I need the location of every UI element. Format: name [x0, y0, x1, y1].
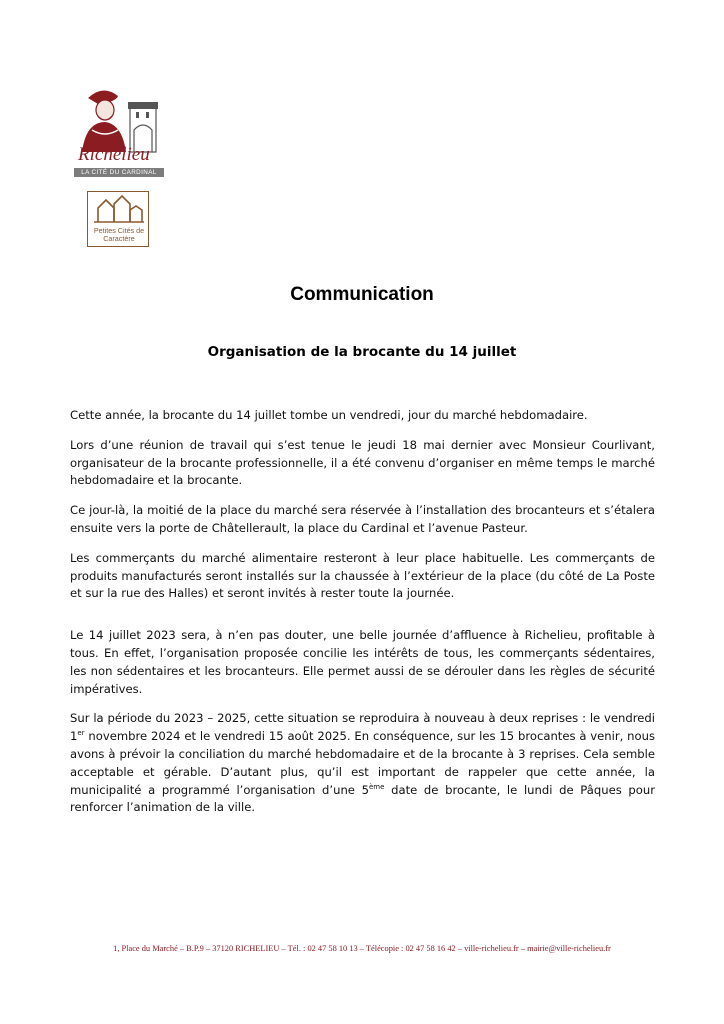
- superscript: er: [77, 729, 85, 738]
- petites-cites-frame: [87, 191, 149, 247]
- paragraph-text: novembre 2024 et le vendredi 15 août 2025. En conséquence, sur les 15 brocantes à venir, nous avons à prévoir la conciliation du marché hebdomadaire et de la brocante à 3 reprises. Cela semble acceptable et gérable. D’autant plus, qu’il est important de rappeler que cette année, la municipalité a programmé l’organisation d’une 5: [70, 729, 655, 797]
- petites-cites-label: Petites Cités de Caractère: [93, 226, 145, 243]
- paragraph: [70, 710, 655, 817]
- brand-name: Richelieu: [78, 144, 150, 165]
- petites-cites-logo: [87, 191, 151, 249]
- paragraph: Les commerçants du marché alimentaire resteront à leur place habituelle. Les commerçants de produits manufacturés seront installés sur la chaussée à l’extérieur de la place (du côté de La Poste et sur la rue des Halles) et seront invités à rester toute la journée.: [70, 550, 655, 601]
- paragraph: Le 14 juillet 2023 sera, à n’en pas douter, une belle journée d’affluence à Richelieu, profitable à tous. En effet, l’organisation proposée concilie les intérêts de tous, les commerçants sédentaires, les non sédentaires et les brocanteurs. Elle permet aussi de se dérouler dans les règles de sécurité impératives.: [70, 628, 655, 696]
- page-title: Communication: [290, 284, 434, 305]
- paragraph: Ce jour-là, la moitié de la place du marché sera réservée à l’installation des brocanteurs et s’étalera ensuite vers la porte de Châtellerault, la place du Cardinal et l’avenue Pasteur.: [70, 503, 655, 535]
- paragraph-text: Sur la période du 2023 – 2025, cette situation se reproduira à nouveau à deux reprises : le vendredi 1: [70, 711, 655, 744]
- document-body: [70, 407, 655, 829]
- page-subtitle: Organisation de la brocante du 14 juillet: [207, 344, 517, 360]
- village-icon: [88, 192, 148, 226]
- paragraph-text: date de brocante, le lundi de Pâques pour renforcer l’animation de la ville.: [70, 782, 655, 815]
- footer-address: 1, Place du Marché – B.P.9 – 37120 RICHELIEU – Tél. : 02 47 58 10 13 – Télécopie : 02 47 58 16 42 – ville-richelieu.fr – mairie@ville-richelieu.fr: [113, 944, 611, 953]
- richelieu-logo: [68, 82, 168, 182]
- superscript: ème: [369, 782, 385, 791]
- brand-tagline: LA CITÉ DU CARDINAL: [74, 168, 164, 177]
- paragraph: Cette année, la brocante du 14 juillet tombe un vendredi, jour du marché hebdomadaire.: [70, 408, 588, 422]
- paragraph: Lors d’une réunion de travail qui s’est tenue le jeudi 18 mai dernier avec Monsieur Courlivant, organisateur de la brocante professionnelle, il a été convenu d’organiser en même temps le marché hebdomadaire et la brocante.: [70, 437, 655, 488]
